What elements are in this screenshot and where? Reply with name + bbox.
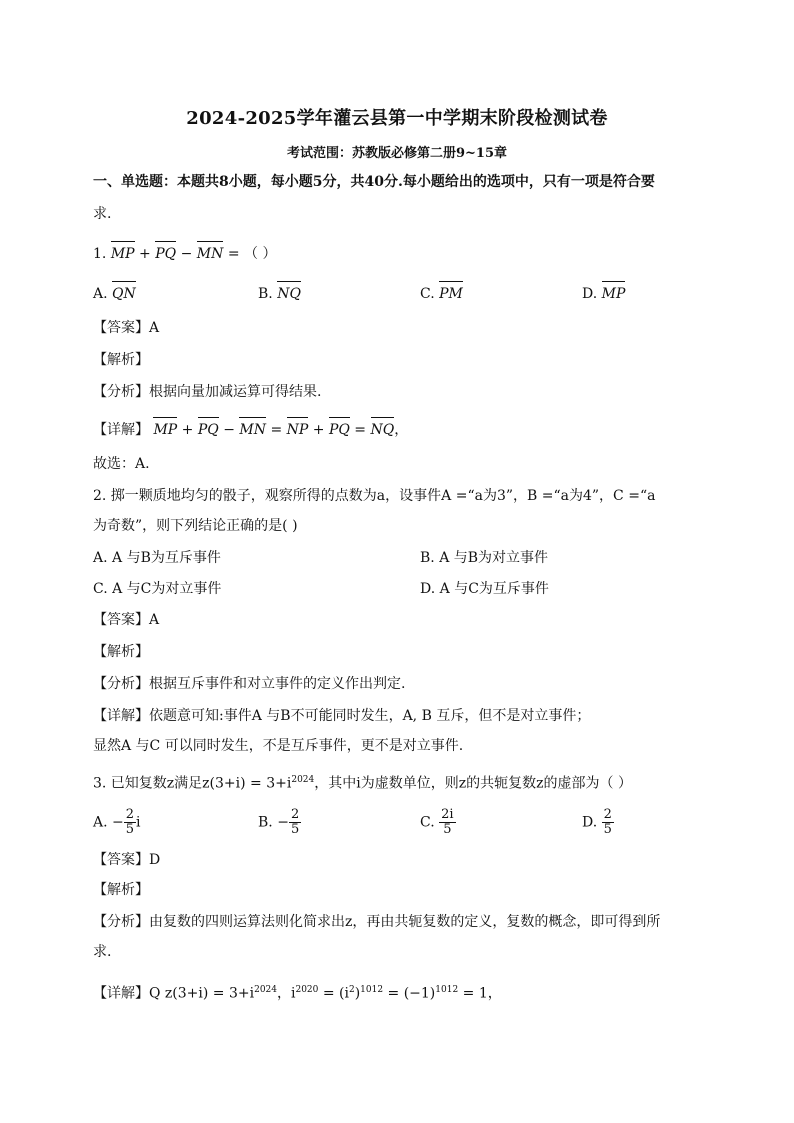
exponent: 2024 — [291, 775, 315, 785]
vector: PQ — [329, 416, 350, 440]
numerator: 2 — [125, 807, 135, 822]
operator: + — [139, 246, 151, 262]
option-a — [93, 808, 141, 837]
option-d — [582, 808, 614, 837]
question-1-stem — [93, 240, 276, 264]
detailed-solution-cont: 显然A 与C 可以同时发生，不是互斥事件，更不是对立事件. — [93, 738, 464, 754]
exam-scope: 考试范围：苏教版必修第二册9~15章 — [286, 146, 508, 161]
stem-text: 3. 已知复数z满足z(3+i) = 3+i — [93, 775, 292, 792]
option-b — [420, 548, 548, 568]
analysis-summary: 【分析】根据向量加减运算可得结果. — [93, 384, 322, 400]
option-label: A. — [93, 286, 108, 302]
option-label: B. — [258, 814, 273, 831]
question-2-stem: 2. 掷一颗质地均匀的骰子，观察所得的点数为a，设事件A =“a为3”，B =“a为4”，C =“a — [93, 488, 656, 504]
option-b — [258, 808, 301, 837]
denominator: 5 — [290, 822, 300, 837]
option-a — [93, 548, 221, 568]
numerator: 2i — [441, 807, 454, 822]
numerator: 2 — [290, 807, 300, 822]
stem-text: ，其中i为虚数单位，则z的共轭复数z的虚部为（ ） — [314, 775, 632, 792]
option-label: C. — [420, 814, 435, 831]
exponent: 2020 — [295, 985, 319, 995]
option-label: B. — [420, 550, 435, 566]
exponent: 1012 — [360, 985, 384, 995]
analysis-heading: 【解析】 — [93, 882, 149, 898]
page-title: 2024-2025学年灌云县第一中学期末阶段检测试卷 — [186, 108, 608, 129]
detailed-solution: 【详解】 MP + PQ − MN = NP + PQ = NQ， — [93, 416, 408, 440]
vector: NQ — [371, 416, 395, 440]
fraction — [439, 808, 455, 837]
detail-text: = (−1) — [383, 985, 436, 1002]
question-2-stem-cont: 为奇数”，则下列结论正确的是( ) — [93, 518, 298, 534]
operator: = — [227, 246, 240, 262]
detail-text: ) — [354, 985, 361, 1002]
detail-label: 【详解】 — [93, 422, 149, 438]
detail-text: = 1， — [458, 985, 502, 1002]
vector: QN — [112, 280, 136, 304]
option-label: C. — [420, 286, 435, 302]
fraction — [124, 808, 136, 837]
option-c — [420, 808, 456, 837]
option-text: A 与B为对立事件 — [439, 550, 549, 566]
question-number: 1. — [93, 246, 107, 262]
denominator: 5 — [443, 822, 452, 837]
vector: NP — [287, 416, 309, 440]
option-label: A. — [93, 550, 108, 566]
option-label: D. — [582, 286, 598, 302]
denominator: 5 — [603, 822, 612, 837]
vector: MP — [602, 280, 626, 304]
analysis-summary-cont: 求. — [93, 944, 112, 960]
analysis-summary: 【分析】根据互斥事件和对立事件的定义作出判定. — [93, 676, 406, 692]
option-text: A 与C为对立事件 — [112, 581, 222, 597]
vector: PQ — [198, 416, 219, 440]
option-c — [420, 280, 463, 304]
vector: MN — [197, 240, 224, 264]
vector: MP — [111, 240, 135, 264]
analysis-summary: 【分析】由复数的四则运算法则化简求出z，再由共轭复数的定义，复数的概念，即可得到所 — [93, 914, 661, 930]
imaginary-unit: i — [136, 814, 141, 831]
option-d — [582, 280, 625, 304]
fraction — [602, 808, 614, 837]
exponent: 2024 — [254, 985, 277, 995]
option-b — [258, 280, 301, 304]
option-d — [420, 579, 549, 599]
option-text: A 与C为互斥事件 — [439, 581, 549, 597]
option-a — [93, 280, 136, 304]
section-heading: 一、单选题：本题共8小题，每小题5分，共40分.每小题给出的选项中，只有一项是符合要 — [93, 174, 655, 190]
option-label: B. — [258, 286, 273, 302]
analysis-heading: 【解析】 — [93, 644, 149, 660]
detailed-solution: 【详解】依题意可知:事件A 与B不可能同时发生，A, B 互斥，但不是对立事件； — [93, 708, 591, 724]
vector: MN — [239, 416, 266, 440]
vector: MP — [153, 416, 177, 440]
detail-text: ，i — [277, 985, 296, 1002]
denominator: 5 — [125, 822, 135, 837]
section-heading-cont: 求. — [93, 206, 112, 222]
detail-text: = (i — [318, 985, 349, 1002]
detail-text: 【详解】Q z(3+i) = 3+i — [93, 985, 255, 1002]
option-text: A 与B为互斥事件 — [112, 550, 221, 566]
vector: PQ — [155, 240, 176, 264]
option-c — [93, 579, 221, 599]
punctuation: ， — [394, 422, 409, 438]
detailed-solution — [93, 980, 502, 1004]
answer: 【答案】D — [93, 852, 161, 868]
sign: − — [112, 814, 124, 831]
option-label: D. — [582, 814, 598, 831]
numerator: 2 — [603, 807, 612, 822]
vector: NQ — [277, 280, 301, 304]
vector: PM — [439, 280, 463, 304]
conclusion: 故选：A. — [93, 456, 150, 472]
option-label: A. — [93, 814, 108, 831]
option-label: D. — [420, 581, 436, 597]
analysis-heading: 【解析】 — [93, 352, 149, 368]
fraction — [289, 808, 301, 837]
answer: 【答案】A — [93, 320, 160, 336]
answer: 【答案】A — [93, 612, 160, 628]
sign: − — [277, 814, 289, 831]
answer-blank: （ ） — [244, 246, 277, 262]
exponent: 1012 — [435, 985, 459, 995]
option-label: C. — [93, 581, 108, 597]
operator: − — [180, 246, 193, 262]
exponent: 2 — [348, 985, 355, 995]
question-3-stem — [93, 770, 632, 794]
